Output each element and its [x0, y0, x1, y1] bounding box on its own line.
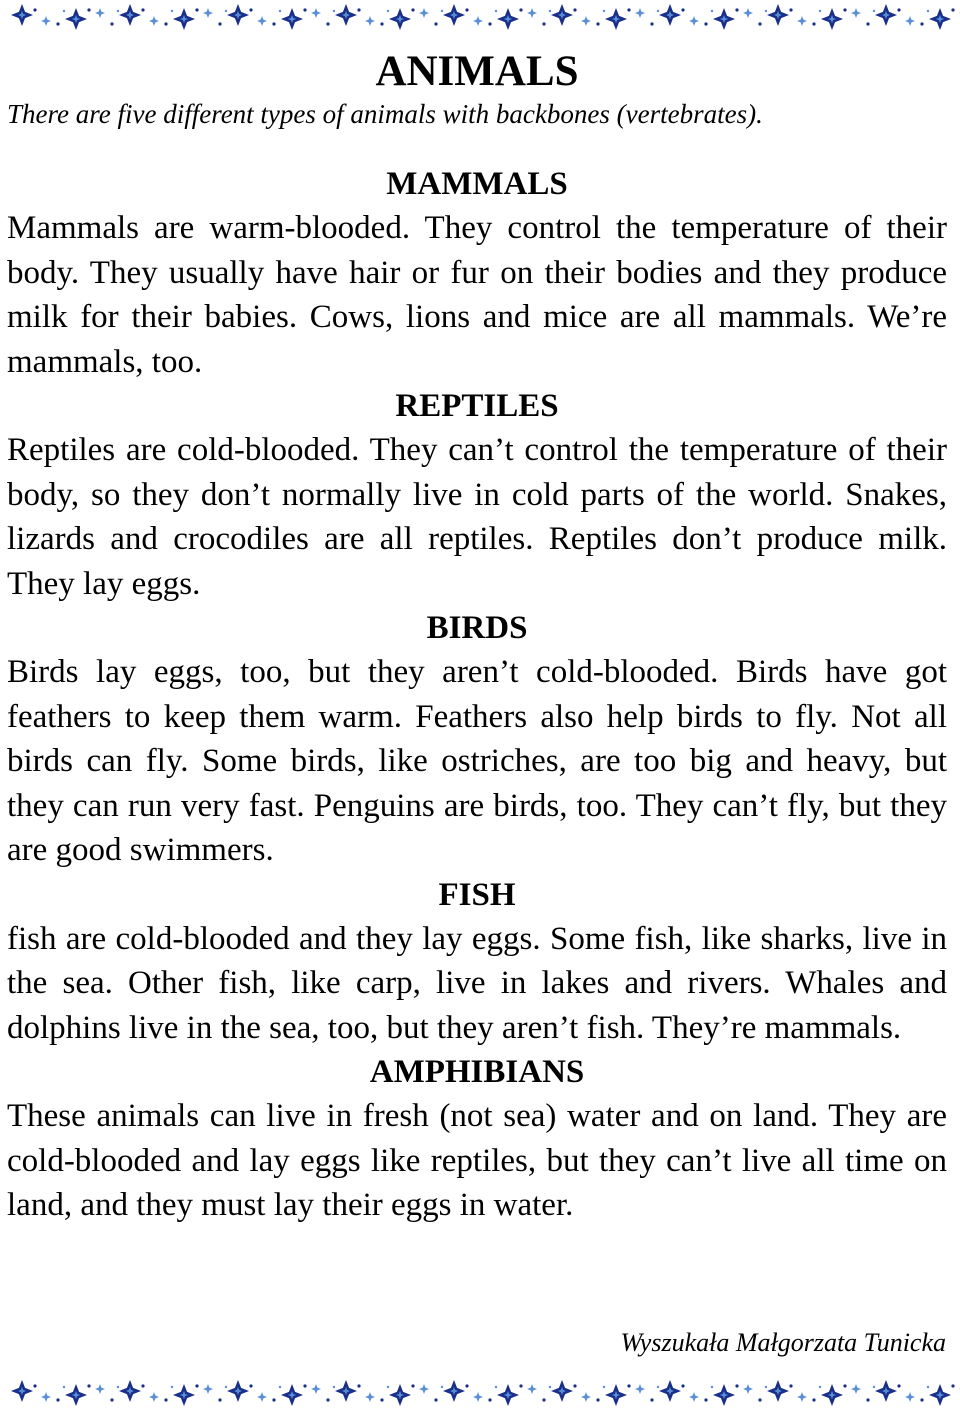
section-heading: FISH — [438, 876, 516, 913]
section-birds — [7, 606, 947, 873]
sparkle-star-border-icon — [0, 1378, 960, 1408]
section-text: Mammals are warm-blooded. They control the temperature of their body. They usually have hair or fur on their bodies and they produce milk for their babies. Cows, lions and mice are all mammals. We’re mammals, too. — [7, 210, 947, 380]
document-title: ANIMALS — [375, 48, 579, 95]
section-heading: AMPHIBIANS — [369, 1054, 585, 1090]
section-heading: MAMMALS — [386, 166, 568, 202]
intro-text: There are five different types of animals with backbones (vertebrates). — [7, 99, 763, 129]
document-body — [7, 48, 947, 1228]
section-text: Birds lay eggs, too, but they aren’t cold-blooded. Birds have got feathers to keep them warm. Feathers also help birds to fly. Not all birds can fly. Some birds, like ostriches, are too big and heavy, but they can run very fast. Penguins are birds, too. They can’t fly, but they are good swimmers. — [7, 654, 947, 868]
author-signature: Wyszukała Małgorzata Tunicka — [620, 1328, 946, 1357]
section-heading: BIRDS — [426, 610, 528, 646]
section-mammals — [7, 162, 947, 384]
sparkle-star-border-icon — [0, 2, 960, 32]
decorative-star-border-top — [0, 2, 960, 32]
section-text: These animals can live in fresh (not sea) water and on land. They are cold-blooded and lay eggs like reptiles, but they can’t live all time on land, and they must lay their eggs in water. — [7, 1098, 947, 1223]
section-amphibians — [7, 1050, 947, 1228]
section-heading: REPTILES — [395, 388, 559, 424]
section-reptiles — [7, 384, 947, 606]
decorative-star-border-bottom — [0, 1378, 960, 1408]
section-text: fish are cold-blooded and they lay eggs. Some fish, like sharks, live in the sea. Other fish, like carp, live in lakes and rivers. Whales and dolphins live in the sea, too, but they aren’t fish. They’re mammals. — [7, 920, 947, 1046]
section-text: Reptiles are cold-blooded. They can’t control the temperature of their body, so they don’t normally live in cold parts of the world. Snakes, lizards and crocodiles are all reptiles. Reptiles don’t produce milk. They lay eggs. — [7, 432, 947, 602]
section-fish — [7, 873, 947, 1051]
